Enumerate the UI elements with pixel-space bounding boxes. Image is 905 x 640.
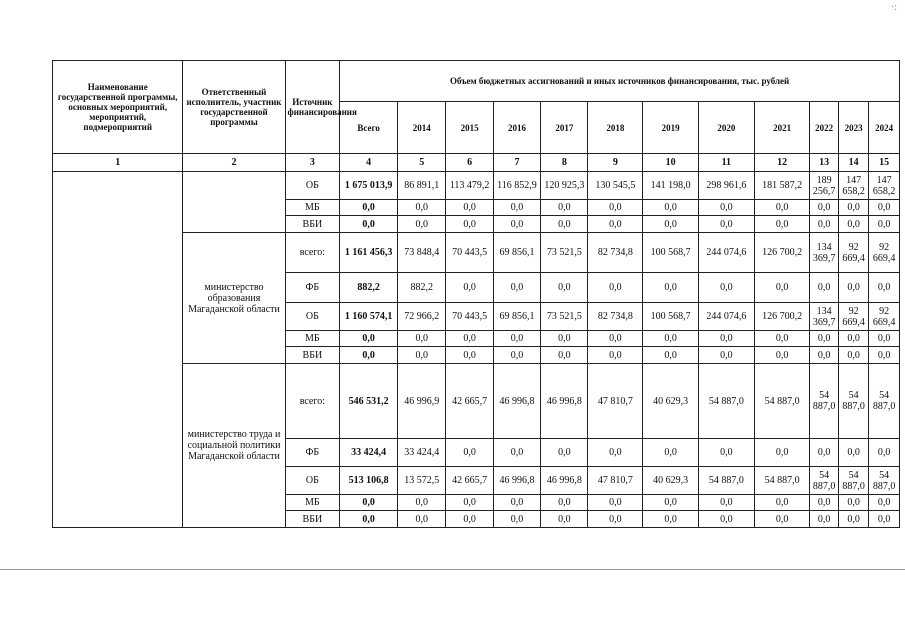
year-value-cell: 0,0 (493, 200, 540, 216)
year-value-cell: 33 424,4 (398, 439, 446, 467)
year-value-cell: 0,0 (838, 439, 869, 467)
page-divider (0, 569, 905, 570)
year-value-cell: 46 996,8 (541, 364, 588, 439)
year-value-cell: 0,0 (754, 439, 810, 467)
year-value-cell: 0,0 (588, 331, 643, 347)
corner-scan-mark: ·: (890, 2, 897, 13)
year-value-cell: 0,0 (446, 347, 493, 364)
program-name-cell (53, 172, 183, 528)
total-cell: 0,0 (340, 200, 398, 216)
year-value-cell: 54 887,0 (754, 364, 810, 439)
year-value-cell: 0,0 (869, 200, 900, 216)
year-header: 2015 (446, 102, 493, 154)
total-cell: 0,0 (340, 495, 398, 511)
year-value-cell: 181 587,2 (754, 172, 810, 200)
year-value-cell: 46 996,8 (541, 467, 588, 495)
year-value-cell: 0,0 (869, 439, 900, 467)
year-value-cell: 72 966,2 (398, 303, 446, 331)
year-value-cell: 73 521,5 (541, 233, 588, 273)
year-value-cell: 0,0 (541, 495, 588, 511)
year-value-cell: 92 669,4 (838, 303, 869, 331)
year-value-cell: 92 669,4 (869, 233, 900, 273)
source-cell: МБ (285, 495, 340, 511)
year-value-cell: 0,0 (698, 216, 754, 233)
year-value-cell: 73 521,5 (541, 303, 588, 331)
year-header: 2023 (838, 102, 869, 154)
year-value-cell: 92 669,4 (869, 303, 900, 331)
column-number: 5 (398, 154, 446, 172)
source-cell: ОБ (285, 303, 340, 331)
source-cell: ФБ (285, 439, 340, 467)
year-value-cell: 147 658,2 (838, 172, 869, 200)
year-value-cell: 82 734,8 (588, 233, 643, 273)
table-body (53, 172, 900, 528)
year-value-cell: 100 568,7 (643, 303, 699, 331)
year-header: Всего (340, 102, 398, 154)
year-value-cell: 46 996,8 (493, 364, 540, 439)
year-value-cell: 134 369,7 (810, 303, 838, 331)
total-cell: 1 160 574,1 (340, 303, 398, 331)
year-value-cell: 0,0 (810, 439, 838, 467)
total-cell: 513 106,8 (340, 467, 398, 495)
year-value-cell: 0,0 (643, 331, 699, 347)
year-value-cell: 244 074,6 (698, 303, 754, 331)
year-value-cell: 0,0 (398, 347, 446, 364)
year-value-cell: 0,0 (838, 511, 869, 528)
year-value-cell: 0,0 (446, 511, 493, 528)
year-value-cell: 126 700,2 (754, 303, 810, 331)
year-value-cell: 0,0 (541, 439, 588, 467)
year-value-cell: 0,0 (810, 273, 838, 303)
year-value-cell: 47 810,7 (588, 467, 643, 495)
year-value-cell: 0,0 (869, 511, 900, 528)
year-value-cell: 0,0 (588, 216, 643, 233)
source-cell: ОБ (285, 467, 340, 495)
year-value-cell: 0,0 (754, 216, 810, 233)
year-header: 2021 (754, 102, 810, 154)
year-value-cell: 0,0 (869, 495, 900, 511)
year-header: 2019 (643, 102, 699, 154)
year-value-cell: 42 665,7 (446, 467, 493, 495)
year-value-cell: 244 074,6 (698, 233, 754, 273)
year-value-cell: 0,0 (643, 439, 699, 467)
total-cell: 1 675 013,9 (340, 172, 398, 200)
year-value-cell: 0,0 (869, 216, 900, 233)
responsible-org-cell: министерство труда и социальной политики Магаданской области (183, 364, 285, 528)
source-cell: всего: (285, 233, 340, 273)
header-responsible: Ответственный исполнитель, участник государственной программы (183, 61, 285, 154)
year-value-cell: 70 443,5 (446, 303, 493, 331)
year-value-cell: 0,0 (698, 273, 754, 303)
table-row (53, 172, 900, 200)
year-value-cell: 42 665,7 (446, 364, 493, 439)
year-header: 2024 (869, 102, 900, 154)
year-value-cell: 0,0 (588, 439, 643, 467)
year-value-cell: 54 887,0 (838, 364, 869, 439)
year-value-cell: 0,0 (588, 273, 643, 303)
budget-table (52, 60, 900, 528)
source-cell: ВБИ (285, 216, 340, 233)
year-value-cell: 73 848,4 (398, 233, 446, 273)
header-volume: Объем бюджетных ассигнований и иных источников финансирования, тыс. рублей (340, 61, 900, 102)
year-value-cell: 126 700,2 (754, 233, 810, 273)
year-value-cell: 134 369,7 (810, 233, 838, 273)
year-header: 2018 (588, 102, 643, 154)
year-value-cell: 0,0 (838, 216, 869, 233)
year-value-cell: 0,0 (838, 331, 869, 347)
year-value-cell: 0,0 (541, 347, 588, 364)
year-value-cell: 0,0 (869, 273, 900, 303)
year-value-cell: 0,0 (810, 495, 838, 511)
column-number: 14 (838, 154, 869, 172)
year-value-cell: 0,0 (754, 511, 810, 528)
year-value-cell: 92 669,4 (838, 233, 869, 273)
year-value-cell: 69 856,1 (493, 233, 540, 273)
year-value-cell: 0,0 (754, 495, 810, 511)
year-value-cell: 0,0 (643, 216, 699, 233)
year-value-cell: 0,0 (446, 216, 493, 233)
year-value-cell: 0,0 (810, 216, 838, 233)
year-value-cell: 54 887,0 (869, 364, 900, 439)
column-number: 9 (588, 154, 643, 172)
year-value-cell: 0,0 (493, 439, 540, 467)
year-value-cell: 0,0 (754, 200, 810, 216)
year-value-cell: 46 996,9 (398, 364, 446, 439)
source-cell: ВБИ (285, 347, 340, 364)
year-value-cell: 0,0 (869, 347, 900, 364)
header-source: Источник финансирования (285, 61, 340, 154)
responsible-org-cell (183, 172, 285, 233)
year-value-cell: 0,0 (398, 216, 446, 233)
year-value-cell: 0,0 (754, 273, 810, 303)
year-value-cell: 82 734,8 (588, 303, 643, 331)
column-number: 15 (869, 154, 900, 172)
year-value-cell: 0,0 (493, 331, 540, 347)
year-value-cell: 0,0 (838, 347, 869, 364)
source-cell: ФБ (285, 273, 340, 303)
year-value-cell: 0,0 (698, 511, 754, 528)
year-value-cell: 0,0 (446, 439, 493, 467)
year-value-cell: 69 856,1 (493, 303, 540, 331)
year-header: 2014 (398, 102, 446, 154)
year-value-cell: 0,0 (838, 495, 869, 511)
source-cell: МБ (285, 200, 340, 216)
year-value-cell: 0,0 (493, 216, 540, 233)
total-cell: 0,0 (340, 511, 398, 528)
year-value-cell: 40 629,3 (643, 467, 699, 495)
year-value-cell: 0,0 (493, 495, 540, 511)
column-number: 1 (53, 154, 183, 172)
source-cell: ВБИ (285, 511, 340, 528)
total-cell: 0,0 (340, 347, 398, 364)
year-value-cell: 0,0 (698, 200, 754, 216)
year-value-cell: 298 961,6 (698, 172, 754, 200)
year-value-cell: 0,0 (446, 200, 493, 216)
column-number: 8 (541, 154, 588, 172)
year-value-cell: 0,0 (493, 347, 540, 364)
year-value-cell: 54 887,0 (810, 467, 838, 495)
year-value-cell: 0,0 (493, 511, 540, 528)
year-value-cell: 0,0 (541, 331, 588, 347)
year-value-cell: 0,0 (398, 511, 446, 528)
year-value-cell: 882,2 (398, 273, 446, 303)
year-value-cell: 116 852,9 (493, 172, 540, 200)
year-value-cell: 0,0 (810, 347, 838, 364)
year-value-cell: 47 810,7 (588, 364, 643, 439)
column-number: 7 (493, 154, 540, 172)
year-value-cell: 0,0 (643, 273, 699, 303)
column-number: 10 (643, 154, 699, 172)
year-value-cell: 189 256,7 (810, 172, 838, 200)
year-value-cell: 0,0 (754, 331, 810, 347)
year-value-cell: 0,0 (588, 511, 643, 528)
year-value-cell: 0,0 (838, 273, 869, 303)
year-value-cell: 0,0 (754, 347, 810, 364)
year-header: 2020 (698, 102, 754, 154)
year-value-cell: 0,0 (398, 331, 446, 347)
year-value-cell: 100 568,7 (643, 233, 699, 273)
year-header: 2022 (810, 102, 838, 154)
year-value-cell: 0,0 (588, 200, 643, 216)
year-value-cell: 40 629,3 (643, 364, 699, 439)
total-cell: 1 161 456,3 (340, 233, 398, 273)
year-value-cell: 0,0 (541, 200, 588, 216)
year-value-cell: 0,0 (541, 273, 588, 303)
year-value-cell: 0,0 (643, 200, 699, 216)
year-value-cell: 0,0 (810, 331, 838, 347)
total-cell: 0,0 (340, 331, 398, 347)
year-value-cell: 130 545,5 (588, 172, 643, 200)
year-header: 2016 (493, 102, 540, 154)
year-value-cell: 141 198,0 (643, 172, 699, 200)
year-value-cell: 0,0 (869, 331, 900, 347)
year-value-cell: 0,0 (446, 495, 493, 511)
year-value-cell: 86 891,1 (398, 172, 446, 200)
responsible-org-cell: министерство образования Магаданской области (183, 233, 285, 364)
total-cell: 546 531,2 (340, 364, 398, 439)
year-value-cell: 13 572,5 (398, 467, 446, 495)
year-value-cell: 0,0 (698, 495, 754, 511)
column-number: 12 (754, 154, 810, 172)
year-header: 2017 (541, 102, 588, 154)
year-value-cell: 120 925,3 (541, 172, 588, 200)
total-cell: 33 424,4 (340, 439, 398, 467)
year-value-cell: 46 996,8 (493, 467, 540, 495)
year-value-cell: 0,0 (810, 511, 838, 528)
year-value-cell: 147 658,2 (869, 172, 900, 200)
column-number: 6 (446, 154, 493, 172)
year-value-cell: 0,0 (810, 200, 838, 216)
column-number: 13 (810, 154, 838, 172)
year-value-cell: 0,0 (541, 216, 588, 233)
year-value-cell: 54 887,0 (838, 467, 869, 495)
year-value-cell: 0,0 (398, 200, 446, 216)
year-value-cell: 0,0 (643, 495, 699, 511)
header-name: Наименование государственной программы, основных мероприятий, мероприятий, подмероприятий (53, 61, 183, 154)
year-value-cell: 0,0 (398, 495, 446, 511)
year-value-cell: 0,0 (698, 331, 754, 347)
year-value-cell: 113 479,2 (446, 172, 493, 200)
year-value-cell: 70 443,5 (446, 233, 493, 273)
column-numbers-row (53, 154, 900, 172)
column-number: 11 (698, 154, 754, 172)
year-value-cell: 0,0 (588, 495, 643, 511)
year-value-cell: 0,0 (588, 347, 643, 364)
year-value-cell: 54 887,0 (754, 467, 810, 495)
year-value-cell: 54 887,0 (698, 467, 754, 495)
year-value-cell: 0,0 (493, 273, 540, 303)
year-value-cell: 0,0 (643, 511, 699, 528)
source-cell: ОБ (285, 172, 340, 200)
year-value-cell: 54 887,0 (810, 364, 838, 439)
year-value-cell: 54 887,0 (698, 364, 754, 439)
year-value-cell: 0,0 (643, 347, 699, 364)
column-number: 3 (285, 154, 340, 172)
column-number: 2 (183, 154, 285, 172)
column-number: 4 (340, 154, 398, 172)
source-cell: МБ (285, 331, 340, 347)
year-value-cell: 0,0 (698, 439, 754, 467)
year-value-cell: 0,0 (541, 511, 588, 528)
year-value-cell: 54 887,0 (869, 467, 900, 495)
year-value-cell: 0,0 (838, 200, 869, 216)
year-value-cell: 0,0 (446, 331, 493, 347)
year-value-cell: 0,0 (446, 273, 493, 303)
total-cell: 0,0 (340, 216, 398, 233)
year-value-cell: 0,0 (698, 347, 754, 364)
source-cell: всего: (285, 364, 340, 439)
total-cell: 882,2 (340, 273, 398, 303)
